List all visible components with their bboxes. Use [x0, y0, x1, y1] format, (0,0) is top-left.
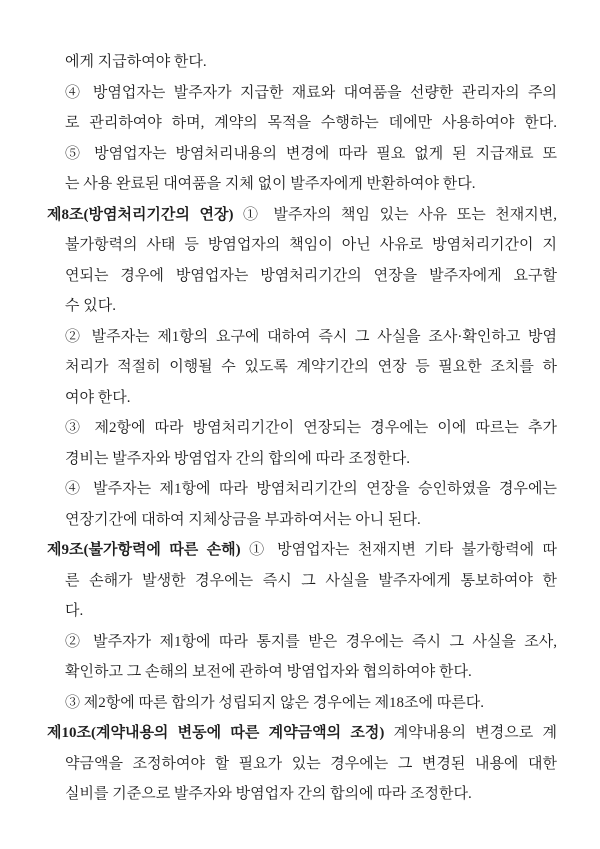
line-text: ② 발주자는 제1항의 요구에 대하여 즉시 그 사실을 조사·확인하고 방염 — [65, 328, 557, 345]
text-line — [47, 352, 557, 383]
text-line — [47, 78, 557, 109]
line-text: 연되는 경우에 방염업자는 방염처리기간의 연장을 발주자에게 요구할 — [65, 267, 557, 284]
line-text: 불가항력의 사태 등 방염업자의 책임이 아닌 사유로 방염처리기간이 지 — [65, 237, 557, 253]
article-8-heading: 제8조(방염처리기간의 연장) — [47, 206, 234, 223]
text-line — [47, 535, 557, 566]
line-text: ⑤ 방염업자는 방염처리내용의 변경에 따라 필요 없게 된 지급재료 또 — [65, 145, 557, 162]
text-line — [47, 566, 557, 597]
text-line — [47, 291, 557, 322]
line-text: 계약내용의 변경으로 계 — [384, 725, 557, 741]
text-line — [47, 657, 557, 688]
text-line — [47, 718, 557, 749]
text-line — [47, 200, 557, 231]
line-text: 연장기간에 대하여 지체상금을 부과하여서는 아니 된다. — [65, 511, 421, 528]
line-text: 다. — [65, 603, 84, 619]
text-line — [47, 505, 557, 536]
text-line — [47, 139, 557, 170]
line-text: ③ 제2항에 따라 방염처리기간이 연장되는 경우에는 이에 따르는 추가 — [65, 420, 557, 436]
article-10-heading: 제10조(계약내용의 변동에 따른 계약금액의 조정) — [47, 725, 385, 741]
line-text: 경비는 발주자와 방염업자 간의 합의에 따라 조정한다. — [65, 450, 411, 467]
line-text: 실비를 기준으로 발주자와 방염업자 간의 합의에 따라 조정한다. — [65, 786, 472, 802]
line-text: 수 있다. — [65, 298, 116, 314]
text-line — [47, 413, 557, 444]
text-line — [47, 779, 557, 810]
text-line — [47, 383, 557, 414]
text-line — [47, 169, 557, 200]
text-line — [47, 261, 557, 292]
text-line — [47, 108, 557, 139]
text-line — [47, 596, 557, 627]
text-line — [47, 47, 557, 78]
line-text: 여야 한다. — [65, 389, 131, 406]
text-line — [47, 749, 557, 780]
line-text: 는 사용 완료된 대여품을 지체 없이 발주자에게 반환하여야 한다. — [65, 176, 476, 192]
line-text: 확인하고 그 손해의 보전에 관하여 방염업자와 협의하여야 한다. — [65, 664, 472, 680]
contract-text-block — [47, 47, 557, 810]
text-line — [47, 627, 557, 658]
text-line — [47, 444, 557, 475]
line-text: ② 발주자가 제1항에 따라 통지를 받은 경우에는 즉시 그 사실을 조사, — [65, 633, 557, 650]
line-text: ③ 제2항에 따른 합의가 성립되지 않은 경우에는 제18조에 따른다. — [65, 694, 485, 711]
line-text: 로 관리하여야 하며, 계약의 목적을 수행하는 데에만 사용하여야 한다. — [65, 115, 557, 131]
line-text: ④ 발주자는 제1항에 따라 방염처리기간의 연장을 승인하였을 경우에는 — [65, 481, 557, 497]
line-text: ④ 방염업자는 발주자가 지급한 재료와 대여품을 선량한 관리자의 주의 — [65, 84, 557, 101]
article-9-heading: 제9조(불가항력에 따른 손해) — [47, 542, 241, 558]
text-line — [47, 230, 557, 261]
line-text: ① 방염업자는 천재지변 기타 불가항력에 따 — [240, 542, 557, 558]
line-text: 른 손해가 발생한 경우에는 즉시 그 사실을 발주자에게 통보하여야 한 — [65, 572, 557, 589]
text-line — [47, 688, 557, 719]
text-line — [47, 322, 557, 353]
text-line — [47, 474, 557, 505]
line-text: 에게 지급하여야 한다. — [65, 54, 207, 70]
line-text: 처리가 적절히 이행될 수 있도록 계약기간의 연장 등 필요한 조치를 하 — [65, 359, 557, 375]
line-text: 약금액을 조정하여야 할 필요가 있는 경우에는 그 변경된 내용에 대한 — [65, 755, 557, 772]
line-text: ① 발주자의 책임 있는 사유 또는 천재지변, — [233, 206, 557, 223]
